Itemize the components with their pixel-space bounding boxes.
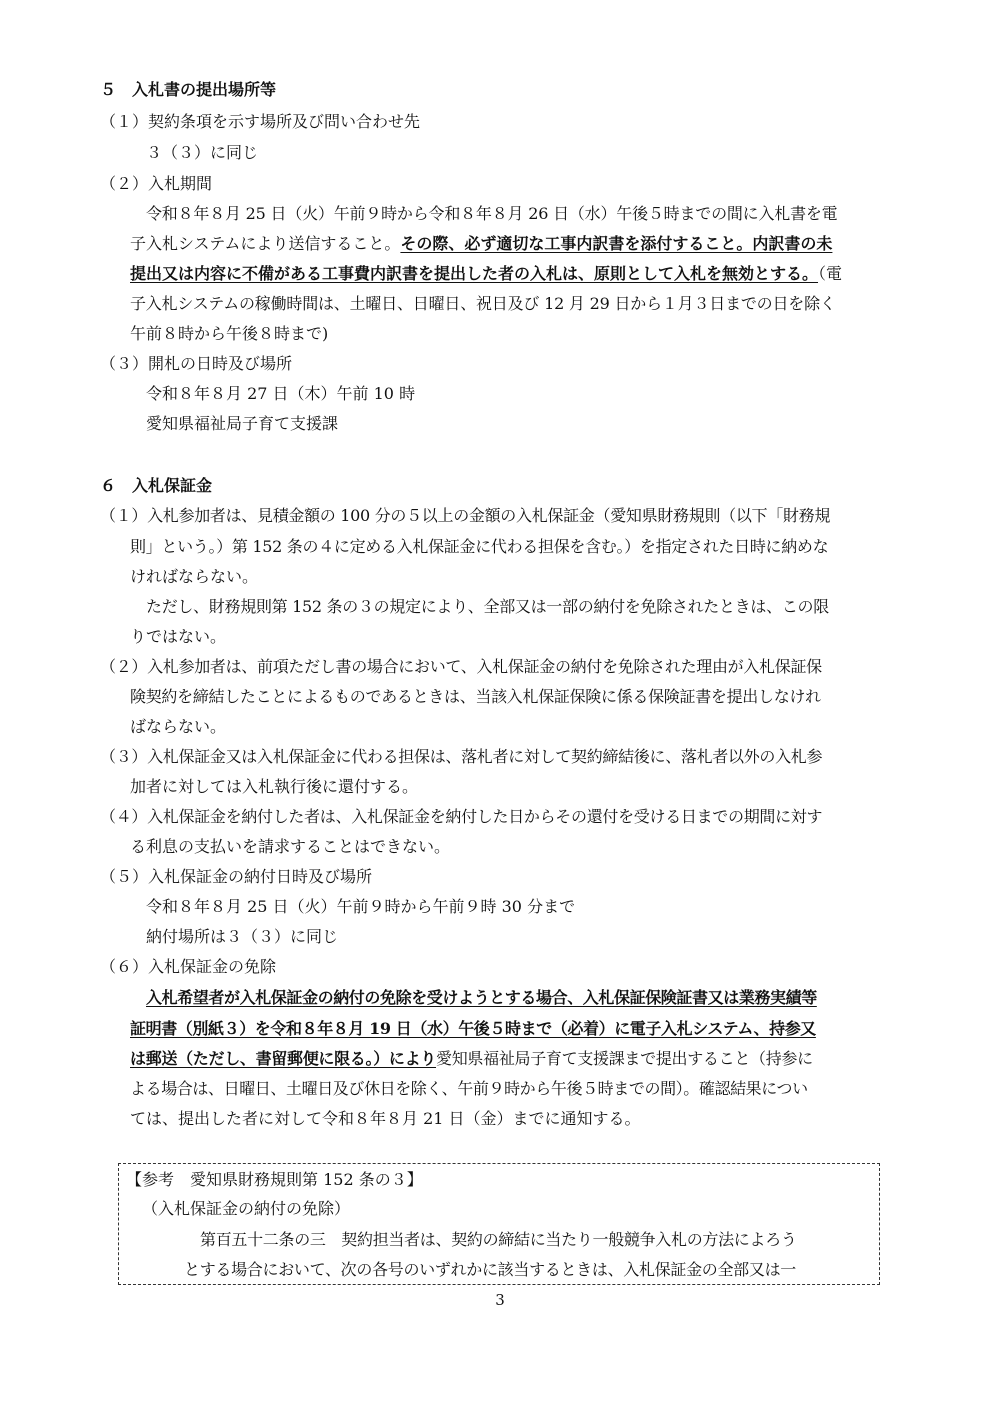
- emphasis-text: その際、必ず適切な工事内訳書を添付すること。内訳書の未: [400, 234, 833, 253]
- reference-subtitle: （入札保証金の納付の免除）: [142, 1199, 351, 1218]
- section6-p6-title: （６）入札保証金の免除: [100, 957, 277, 976]
- plain-text: （電: [818, 264, 843, 283]
- section5-item2-line5: 午前８時から午後８時まで): [130, 324, 329, 343]
- section6-p5-line2: 納付場所は３（３）に同じ: [146, 927, 339, 946]
- section6-p2-line3: ばならない。: [130, 717, 227, 736]
- section6-p6-line1: 入札希望者が入札保証金の納付の免除を受けようとする場合、入札保証保険証書又は業務実績等: [146, 988, 817, 1007]
- section6-p1-line2: 則」という。）第 152 条の４に定める入札保証金に代わる担保を含む。）を指定された日時に納めな: [130, 537, 829, 556]
- section6-p5-title: （５）入札保証金の納付日時及び場所: [100, 867, 373, 886]
- section6-p1-line3: ければならない。: [130, 567, 259, 586]
- reference-title: 【参考 愛知県財務規則第 152 条の３】: [126, 1170, 423, 1189]
- reference-line1: 第百五十二条の三 契約担当者は、契約の締結に当たり一般競争入札の方法によろう: [200, 1230, 797, 1249]
- section6-p6-line5: ては、提出した者に対して令和８年８月 21 日（金）までに通知する。: [130, 1109, 641, 1128]
- section5-item2-line4: 子入札システムの稼働時間は、土曜日、日曜日、祝日及び 12 月 29 日から１月３日までの日を除く: [130, 294, 836, 313]
- reference-line2: とする場合において、次の各号のいずれかに該当するときは、入札保証金の全部又は一: [184, 1260, 796, 1279]
- plain-text: 子入札システムにより送信すること。: [130, 234, 401, 253]
- plain-text: 愛知県福祉局子育て支援課まで提出すること（持参に: [436, 1049, 813, 1068]
- section6-p1-line4: ただし、財務規則第 152 条の３の規定により、全部又は一部の納付を免除されたときは、この限: [146, 597, 829, 616]
- section5-item2-line1: 令和８年８月 25 日（火）午前９時から令和８年８月 26 日（水）午後５時までの間に入札書を電: [146, 204, 838, 223]
- section6-p4-line1: （４）入札保証金を納付した者は、入札保証金を納付した日からその還付を受ける日までの期間に対す: [100, 807, 823, 826]
- section5-item3-title: （３）開札の日時及び場所: [100, 354, 293, 373]
- section6-p3-line1: （３）入札保証金又は入札保証金に代わる担保は、落札者に対して契約締結後に、落札者以外の入札参: [100, 747, 823, 766]
- section5-item2-line2: [130, 234, 904, 254]
- section5-item2-title: （２）入札期間: [100, 174, 213, 193]
- section6-p1-line1: （１）入札参加者は、見積金額の 100 分の５以上の金額の入札保証金（愛知県財務規則（以下「財務規: [100, 506, 831, 525]
- section6-p1-line5: りではない。: [130, 627, 227, 646]
- section6-p5-line1: 令和８年８月 25 日（火）午前９時から午前９時 30 分まで: [146, 897, 576, 916]
- section5-item3-line2: 愛知県福祉局子育て支援課: [146, 414, 339, 433]
- section6-p3-line2: 加者に対しては入札執行後に還付する。: [130, 777, 419, 796]
- section5-item1-title: （１）契約条項を示す場所及び問い合わせ先: [100, 112, 421, 131]
- section6-heading: ６ 入札保証金: [100, 476, 213, 495]
- section5-item1-body: ３（３）に同じ: [146, 143, 259, 162]
- section5-heading: ５ 入札書の提出場所等: [100, 80, 277, 99]
- page-number: 3: [495, 1291, 505, 1309]
- section6-p2-line1: （２）入札参加者は、前項ただし書の場合において、入札保証金の納付を免除された理由が入札保証保: [100, 657, 822, 676]
- emphasis-text: は郵送（ただし、書留郵便に限る。）により: [130, 1049, 437, 1068]
- section5-item2-line3: [130, 264, 904, 284]
- section6-p2-line2: 険契約を締結したことによるものであるときは、当該入札保証保険に係る保険証書を提出しなけれ: [130, 687, 821, 706]
- section6-p6-line3: [130, 1049, 813, 1069]
- section6-p4-line2: る利息の支払いを請求することはできない。: [130, 837, 451, 856]
- section6-p6-line2: 証明書（別紙３）を令和８年８月 19 日（水）午後５時まで（必着）に電子入札システム、持参又: [130, 1019, 816, 1038]
- section5-item3-line1: 令和８年８月 27 日（木）午前 10 時: [146, 384, 416, 403]
- emphasis-text: 提出又は内容に不備がある工事費内訳書を提出した者の入札は、原則として入札を無効とする。: [130, 264, 819, 283]
- section6-p6-line4: よる場合は、日曜日、土曜日及び休日を除く、午前９時から午後５時までの間）。確認結果につい: [130, 1079, 808, 1098]
